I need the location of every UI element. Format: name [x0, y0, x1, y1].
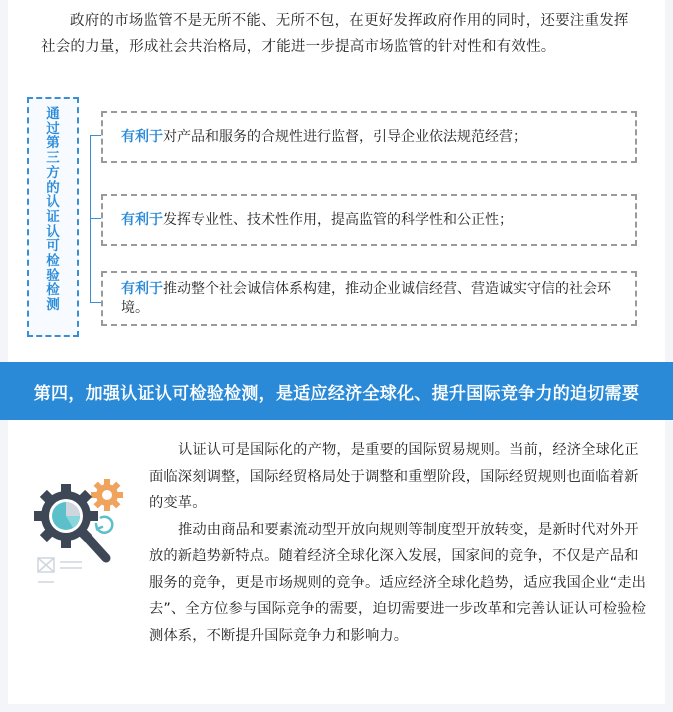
- magnifier-handle-icon: [86, 536, 106, 558]
- section-heading: 第四，加强认证认可检验检测，是适应经济全球化、提升国际竞争力的迫切需要: [33, 383, 640, 404]
- benefit-text: 对产品和服务的合规性进行监督，引导企业依法规范经营；: [163, 128, 527, 145]
- bracket-line: [90, 135, 100, 303]
- vertical-label-box: [27, 97, 79, 337]
- benefit-item-3: [101, 271, 637, 326]
- benefit-keyword: 有利于: [121, 280, 163, 297]
- section-heading-banner: [0, 362, 673, 420]
- vertical-label-text: 通过第三方的认证认可检验检测: [46, 106, 60, 314]
- benefit-item-1: [101, 111, 637, 163]
- benefit-keyword: 有利于: [121, 128, 163, 145]
- body-paragraph-1: 认证认可是国际化的产物，是重要的国际贸易规则。当前，经济全球化正面临深刻调整，国际经贸格局处于调整和重塑阶段，国际经贸规则也面临着新的变革。: [149, 442, 639, 511]
- body-paragraph-2: 推动由商品和要素流动型开放向规则等制度型开放转变，是新时代对外开放的新趋势新特点。随着经济全球化深入发展，国家间的竞争，不仅是产品和服务的竞争，更是市场规则的竞争。适应经济全球化趋势，适应我国企业“走出去”、全方位参与国际竞争的需要，迫切需要进一步改革和完善认证认可检验检测体系，不断提升国际竞争力和影响力。: [149, 521, 646, 644]
- body-text: [149, 437, 649, 649]
- gear-magnifier-illustration-icon: [30, 478, 140, 598]
- refresh-icon: [96, 517, 112, 533]
- envelope-icon: [38, 558, 54, 572]
- benefit-item-2: [101, 194, 637, 246]
- benefit-text: 推动整个社会诚信体系构建，推动企业诚信经营、营造诚实守信的社会环境。: [121, 280, 611, 316]
- benefit-text: 发挥专业性、技术性作用，提高监管的科学性和公正性；: [163, 211, 513, 228]
- benefit-keyword: 有利于: [121, 211, 163, 228]
- intro-paragraph: 政府的市场监管不是无所不能、无所不包，在更好发挥政府作用的同时，还要注重发挥社会的力量，形成社会共治格局，才能进一步提高市场监管的针对性和有效性。: [41, 13, 629, 55]
- small-gear-icon: [91, 479, 123, 511]
